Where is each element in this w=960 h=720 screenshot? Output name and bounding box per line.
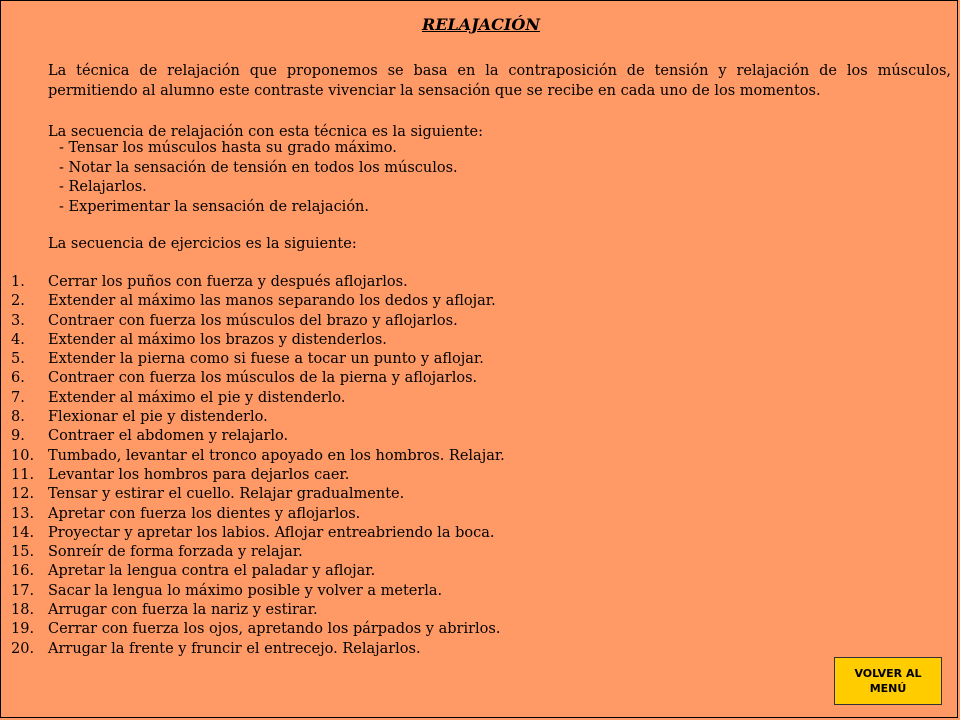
list-item [11, 640, 505, 659]
item-number: 3. [11, 312, 25, 329]
item-text: Arrugar con fuerza la nariz y estirar. [48, 602, 318, 619]
list-item [11, 505, 505, 524]
list-item [11, 427, 505, 446]
list-item [11, 466, 505, 485]
item-number: 11. [11, 466, 35, 483]
item-number: 9. [11, 428, 25, 445]
list-item [11, 543, 505, 562]
list-item [11, 369, 505, 388]
item-number: 20. [11, 640, 35, 657]
item-number: 5. [11, 351, 25, 368]
item-text: Extender al máximo los brazos y distenderlos. [48, 331, 387, 348]
item-text: Apretar con fuerza los dientes y aflojarlos. [48, 505, 361, 522]
sequence-title: La secuencia de relajación con esta técnica es la siguiente: [48, 124, 483, 140]
list-item [11, 582, 505, 601]
item-text: Contraer con fuerza los músculos de la pierna y aflojarlos. [48, 370, 478, 387]
list-item [11, 524, 505, 543]
list-item [11, 562, 505, 581]
item-text: Tumbado, levantar el tronco apoyado en los hombros. Relajar. [48, 447, 505, 464]
item-number: 12. [11, 486, 35, 503]
item-text: Levantar los hombros para dejarlos caer. [48, 466, 350, 483]
back-to-menu-button[interactable] [834, 657, 942, 705]
list-item [11, 331, 505, 350]
item-number: 18. [11, 602, 35, 619]
list-item [11, 350, 505, 369]
list-item [11, 620, 505, 639]
item-number: 4. [11, 331, 25, 348]
item-text: Extender al máximo el pie y distenderlo. [48, 389, 346, 406]
item-number: 13. [11, 505, 35, 522]
item-text: Contraer el abdomen y relajarlo. [48, 428, 289, 445]
list-item [11, 312, 505, 331]
item-text: Cerrar con fuerza los ojos, apretando los párpados y abrirlos. [48, 621, 501, 638]
item-number: 19. [11, 621, 35, 638]
item-number: 7. [11, 389, 25, 406]
intro-paragraph: La técnica de relajación que proponemos se basa en la contraposición de tensión y relajación de los músculos, permitiendo al alumno este contraste vivenciar la sensación que se recibe en cada uno de los momentos. [48, 63, 951, 99]
item-number: 6. [11, 370, 25, 387]
exercise-list [11, 273, 505, 659]
item-number: 17. [11, 582, 35, 599]
item-text: Contraer con fuerza los músculos del brazo y aflojarlos. [48, 312, 458, 329]
item-text: Extender al máximo las manos separando los dedos y aflojar. [48, 293, 496, 310]
sequence-step: - Notar la sensación de tensión en todos los músculos. [59, 159, 458, 176]
sequence-step: - Tensar los músculos hasta su grado máximo. [59, 140, 397, 156]
list-item [11, 485, 505, 504]
menu-button-line1: VOLVER AL [854, 667, 922, 680]
list-item [11, 273, 505, 292]
item-number: 14. [11, 524, 35, 541]
item-text: Extender la pierna como si fuese a tocar un punto y aflojar. [48, 351, 484, 368]
sequence-step: - Experimentar la sensación de relajación. [59, 198, 370, 215]
list-item [11, 292, 505, 311]
item-number: 8. [11, 409, 25, 426]
item-text: Proyectar y apretar los labios. Aflojar entreabriendo la boca. [48, 524, 495, 541]
item-number: 1. [11, 274, 25, 290]
item-text: Arrugar la frente y fruncir el entrecejo. Relajarlos. [48, 640, 421, 657]
item-text: Flexionar el pie y distenderlo. [48, 409, 268, 426]
item-text: Apretar la lengua contra el paladar y aflojar. [48, 563, 376, 580]
item-number: 15. [11, 544, 35, 561]
item-number: 16. [11, 563, 35, 580]
page-title: RELAJACIÓN [422, 15, 540, 34]
item-number: 10. [11, 447, 35, 464]
list-item [11, 408, 505, 427]
sequence-step: - Relajarlos. [59, 179, 147, 195]
list-item [11, 389, 505, 408]
item-text: Sonreír de forma forzada y relajar. [48, 544, 303, 561]
item-number: 2. [11, 293, 25, 310]
item-text: Sacar la lengua lo máximo posible y volver a meterla. [48, 582, 443, 599]
item-text: Tensar y estirar el cuello. Relajar gradualmente. [48, 486, 405, 503]
menu-button-line2: MENÚ [869, 682, 907, 695]
list-item [11, 447, 505, 466]
sequence-steps [59, 139, 458, 217]
exercises-title: La secuencia de ejercicios es la siguiente: [48, 236, 357, 252]
item-text: Cerrar los puños con fuerza y después aflojarlos. [48, 274, 408, 290]
list-item [11, 601, 505, 620]
